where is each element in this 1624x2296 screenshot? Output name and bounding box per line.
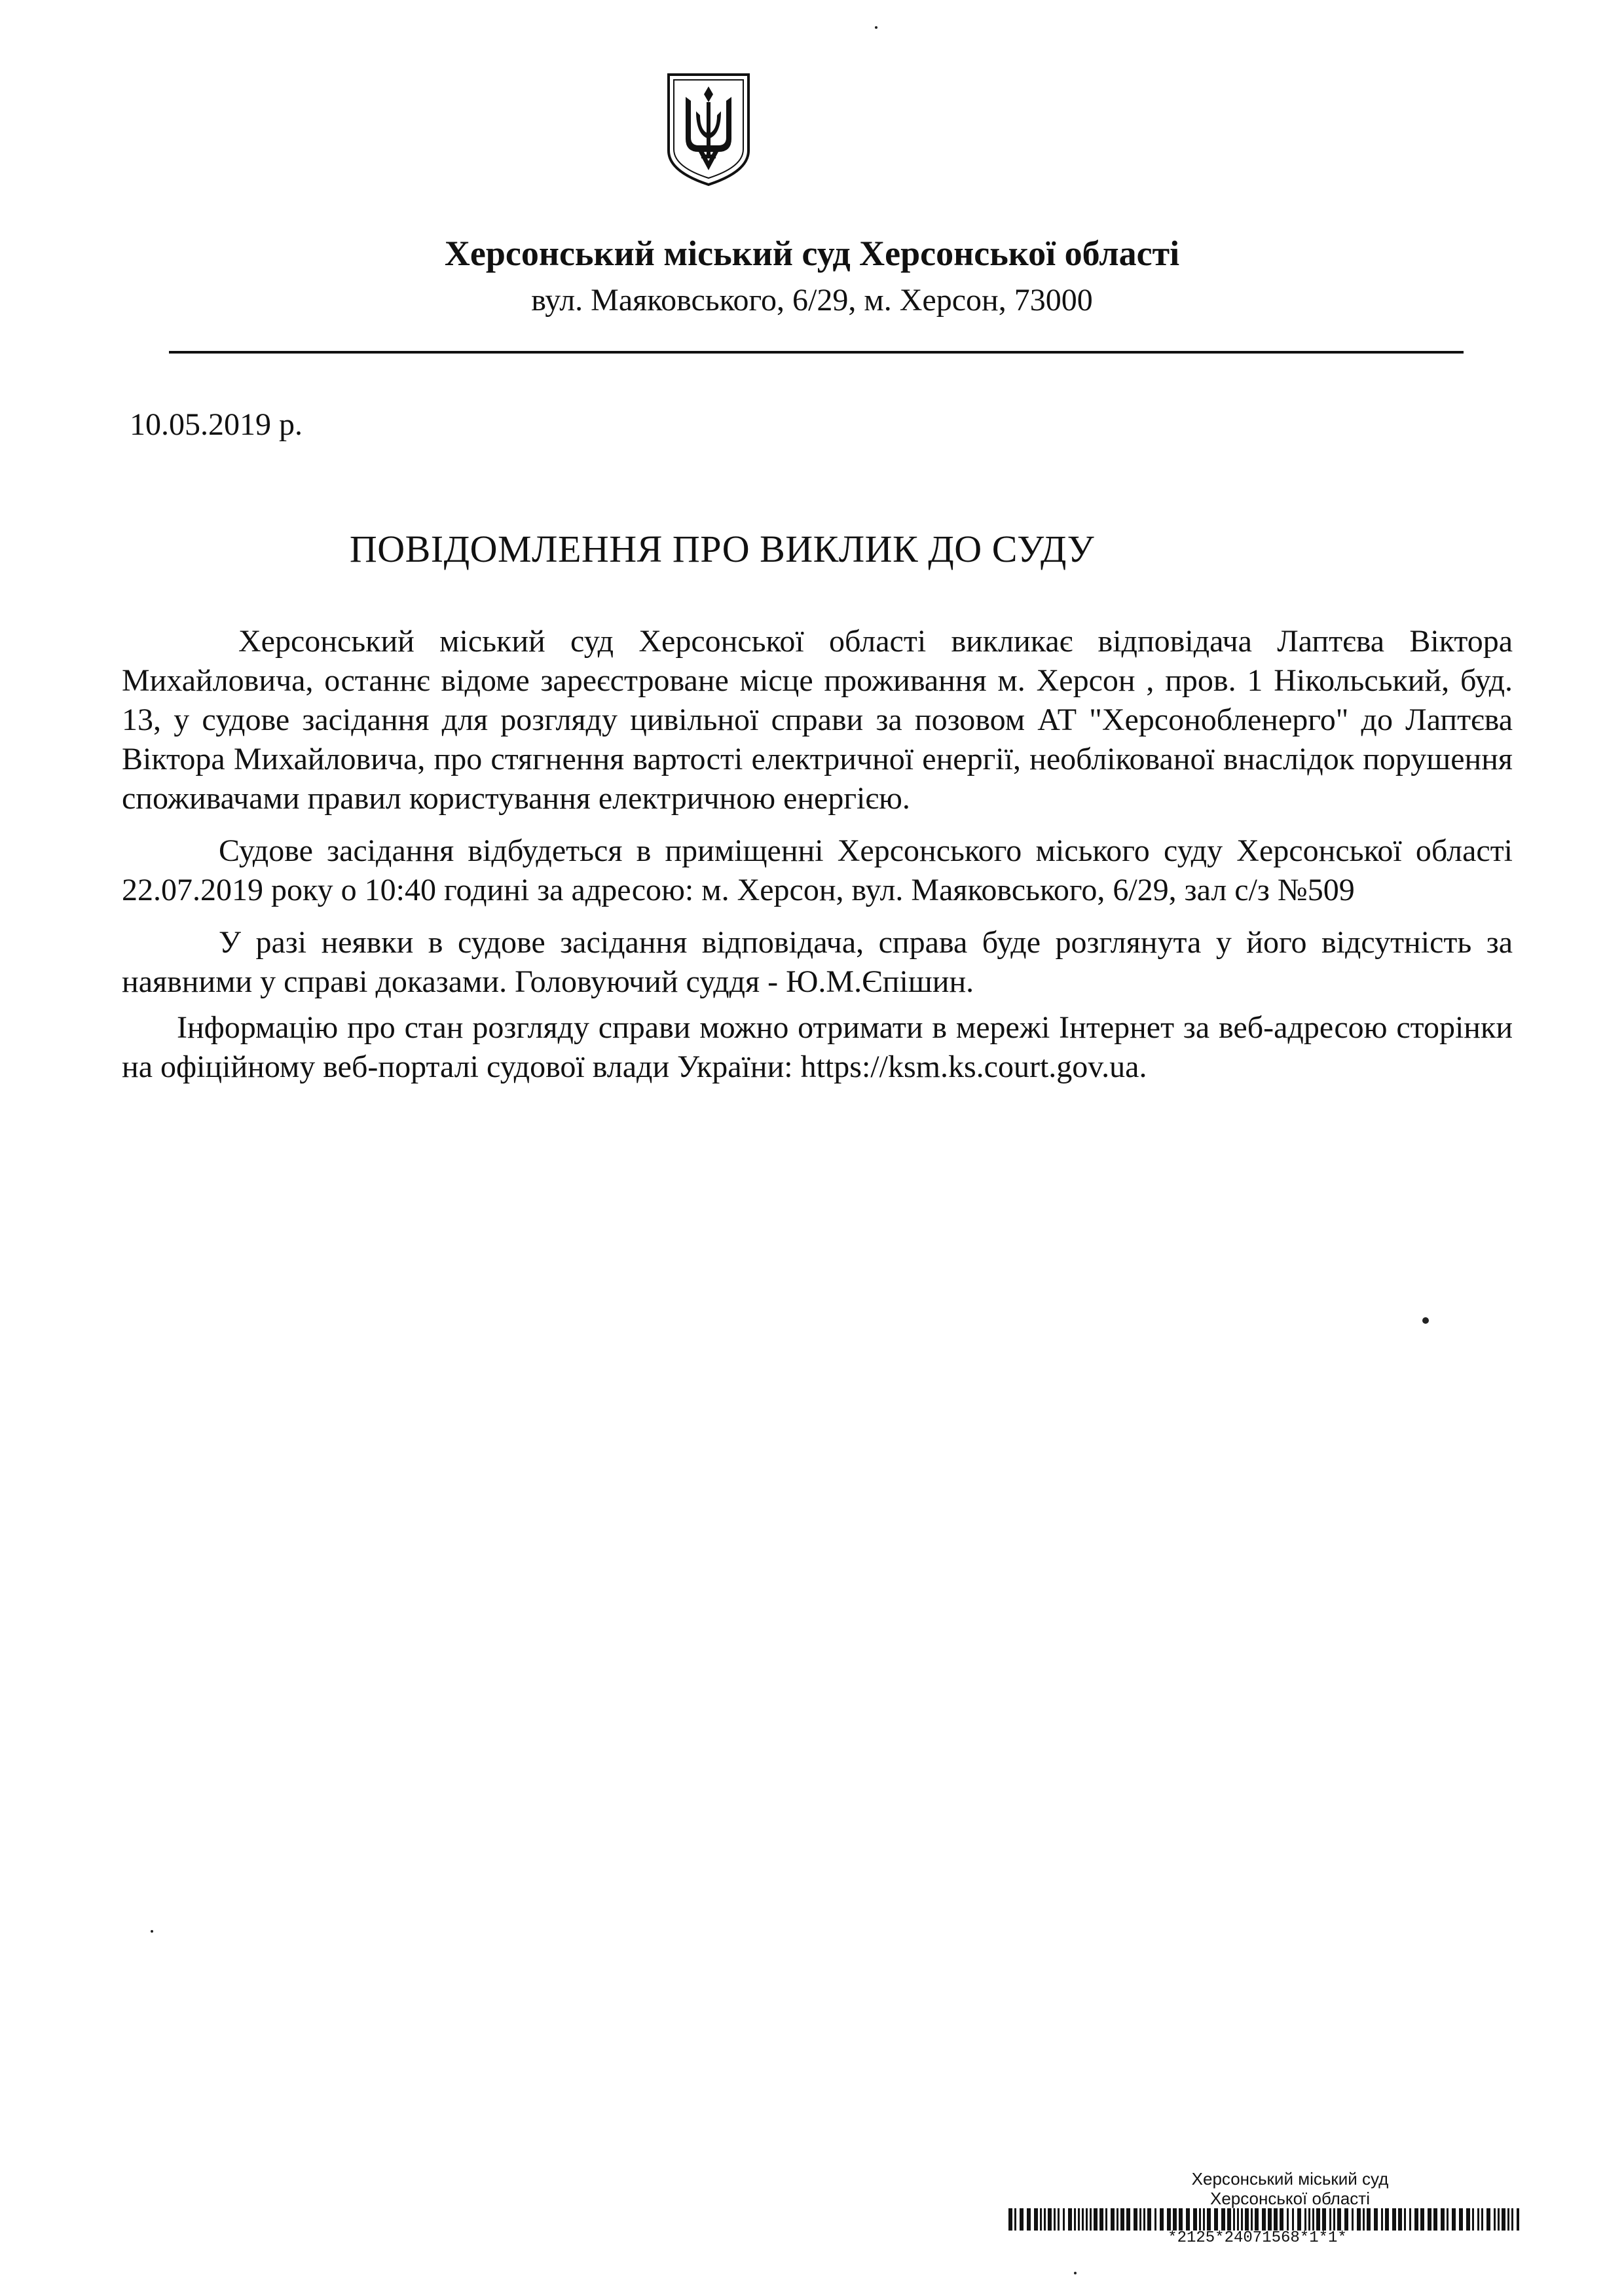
barcode-bar [1207, 2208, 1211, 2231]
barcode-bar [1221, 2208, 1225, 2231]
barcode-bar [1167, 2208, 1171, 2231]
barcode-bar [1139, 2208, 1141, 2231]
barcode-bar [1280, 2208, 1283, 2231]
barcode-bar [1511, 2208, 1513, 2231]
barcode-bar [1245, 2208, 1249, 2231]
barcode-bar [1044, 2208, 1046, 2231]
barcode-bar [1414, 2208, 1418, 2231]
barcode-bar [1233, 2208, 1235, 2231]
barcode-bar [1322, 2208, 1326, 2231]
barcode-bar [1385, 2208, 1389, 2231]
barcode-bar [1481, 2208, 1483, 2231]
barcode-bar [1199, 2208, 1201, 2231]
barcode-bar [1134, 2208, 1137, 2231]
stamp-region: Херсонської області [1210, 2189, 1370, 2208]
barcode-bar [1255, 2208, 1259, 2231]
barcode-bar [1173, 2208, 1177, 2231]
barcode-icon [1008, 2208, 1519, 2231]
barcode-bar [1186, 2208, 1190, 2231]
barcode-bar [1241, 2208, 1243, 2231]
barcode-bar [1014, 2208, 1016, 2231]
barcode-bar [1441, 2208, 1445, 2231]
barcode-bar [1126, 2208, 1130, 2231]
barcode-bar [1054, 2208, 1056, 2231]
barcode-number: *2125*24071568*1*1* [1168, 2231, 1347, 2244]
stamp-court-name: Херсонський міський суд [1191, 2169, 1389, 2189]
barcode-bar [1111, 2208, 1115, 2231]
barcode-bar [1160, 2208, 1164, 2231]
barcode-bar [1027, 2208, 1031, 2231]
barcode-bar [1452, 2208, 1456, 2231]
barcode-bar [1498, 2208, 1500, 2231]
barcode-bar [1082, 2208, 1084, 2231]
court-stamp [1008, 2169, 1519, 2244]
barcode-bar [1420, 2208, 1424, 2231]
barcode-bar [1154, 2208, 1156, 2231]
barcode-bar [1094, 2208, 1098, 2231]
document-date: 10.05.2019 р. [130, 407, 303, 442]
barcode-bar [1105, 2208, 1107, 2231]
document-title: ПОВІДОМЛЕННЯ ПРО ВИКЛИК ДО СУДУ [349, 528, 1095, 570]
barcode-bar [1428, 2208, 1431, 2231]
document-body [122, 622, 1513, 1087]
barcode-bar [1374, 2208, 1378, 2231]
barcode-bar [1203, 2208, 1205, 2231]
header-divider [169, 351, 1464, 354]
barcode-bar [1409, 2208, 1411, 2231]
barcode-bar [1214, 2208, 1218, 2231]
barcode-bar [1227, 2208, 1231, 2231]
barcode-bar [1020, 2208, 1024, 2231]
barcode-bar [1251, 2208, 1253, 2231]
barcode-bar [1502, 2208, 1505, 2231]
barcode-bar [1333, 2208, 1335, 2231]
barcode-bar [1292, 2208, 1294, 2231]
court-name: Херсонський міський суд Херсонської області [444, 234, 1180, 273]
court-address: вул. Маяковського, 6/29, м. Херсон, 73000 [531, 283, 1093, 318]
scan-speck [151, 1930, 153, 1933]
barcode-bar [1034, 2208, 1038, 2231]
barcode-bar [1086, 2208, 1088, 2231]
barcode-bar [1304, 2208, 1306, 2231]
barcode-bar [1237, 2208, 1239, 2231]
barcode-bar [1316, 2208, 1320, 2231]
barcode-bar [1268, 2208, 1272, 2231]
barcode-bar [1357, 2208, 1361, 2231]
barcode-bar [1120, 2208, 1124, 2231]
barcode-bar [1494, 2208, 1496, 2231]
barcode-bar [1063, 2208, 1065, 2231]
barcode-bar [1308, 2208, 1310, 2231]
barcode-bar [1193, 2208, 1197, 2231]
barcode-bar [1078, 2208, 1080, 2231]
barcode-bar [1058, 2208, 1060, 2231]
barcode-bar [1392, 2208, 1396, 2231]
barcode-bar [1297, 2208, 1301, 2231]
coat-of-arms-icon [666, 72, 751, 187]
barcode-bar [1116, 2208, 1118, 2231]
barcode-bar [1486, 2208, 1490, 2231]
barcode-bar [1337, 2208, 1341, 2231]
barcode-bar [1472, 2208, 1474, 2231]
barcode-bar [1466, 2208, 1470, 2231]
barcode-bar [1008, 2208, 1012, 2231]
barcode-bar [1312, 2208, 1314, 2231]
barcode-bar [1074, 2208, 1076, 2231]
barcode-bar [1477, 2208, 1479, 2231]
barcode-bar [1517, 2208, 1519, 2231]
barcode-bar [1048, 2208, 1052, 2231]
paragraph-absence: У разі неявки в судове засідання відповідача, справа буде розглянута у його відсутність за наявними у справі доказами. Головуючий суддя - Ю.М.Єпішин. [122, 925, 1513, 999]
barcode-bar [1287, 2208, 1289, 2231]
scan-speck [875, 26, 877, 29]
barcode-bar [1363, 2208, 1365, 2231]
barcode-bar [1352, 2208, 1354, 2231]
paragraph-hearing: Судове засідання відбудеться в приміщенні Херсонського міського суду Херсонської області 22.07.2019 року о 10:40 годині за адресою: м. Херсон, вул. Маяковського, 6/29, зал с/з №509 [122, 833, 1513, 907]
barcode-bar [1179, 2208, 1183, 2231]
barcode-bar [1381, 2208, 1383, 2231]
barcode-bar [1329, 2208, 1331, 2231]
barcode-bar [1398, 2208, 1402, 2231]
scan-speck [1074, 2272, 1077, 2274]
barcode-bar [1344, 2208, 1348, 2231]
barcode-bar [1143, 2208, 1145, 2231]
barcode-bar [1040, 2208, 1042, 2231]
barcode-bar [1459, 2208, 1463, 2231]
barcode-bar [1274, 2208, 1278, 2231]
paragraph-information: Інформацію про стан розгляду справи можно отримати в мережі Інтернет за веб-адресою сторінки на офіційному веб-порталі судової влади України: https://ksm.ks.court.gov.ua. [122, 1010, 1513, 1084]
scan-speck [1422, 1317, 1429, 1324]
barcode-bar [1447, 2208, 1449, 2231]
barcode-bar [1433, 2208, 1437, 2231]
barcode-bar [1367, 2208, 1371, 2231]
paragraph-summons: Херсонський міський суд Херсонської області викликає відповідача Лаптєва Віктора Михайловича, останнє відоме зареєстроване місце проживання м. Херсон , пров. 1 Нікольський, буд. 13, у судове засідання для розгляду цивільної справи за позовом АТ "Херсонобленерго" до Лаптєва Віктора Михайловича, про стягнення вартості електричної енергії, необлікованої внаслідок порушення споживачами правил користування електричною енергією. [122, 624, 1513, 816]
barcode-bar [1262, 2208, 1266, 2231]
barcode-bar [1147, 2208, 1151, 2231]
barcode-bar [1404, 2208, 1406, 2231]
barcode-bar [1099, 2208, 1103, 2231]
barcode-bar [1068, 2208, 1072, 2231]
barcode-bar [1090, 2208, 1092, 2231]
barcode-bar [1507, 2208, 1509, 2231]
